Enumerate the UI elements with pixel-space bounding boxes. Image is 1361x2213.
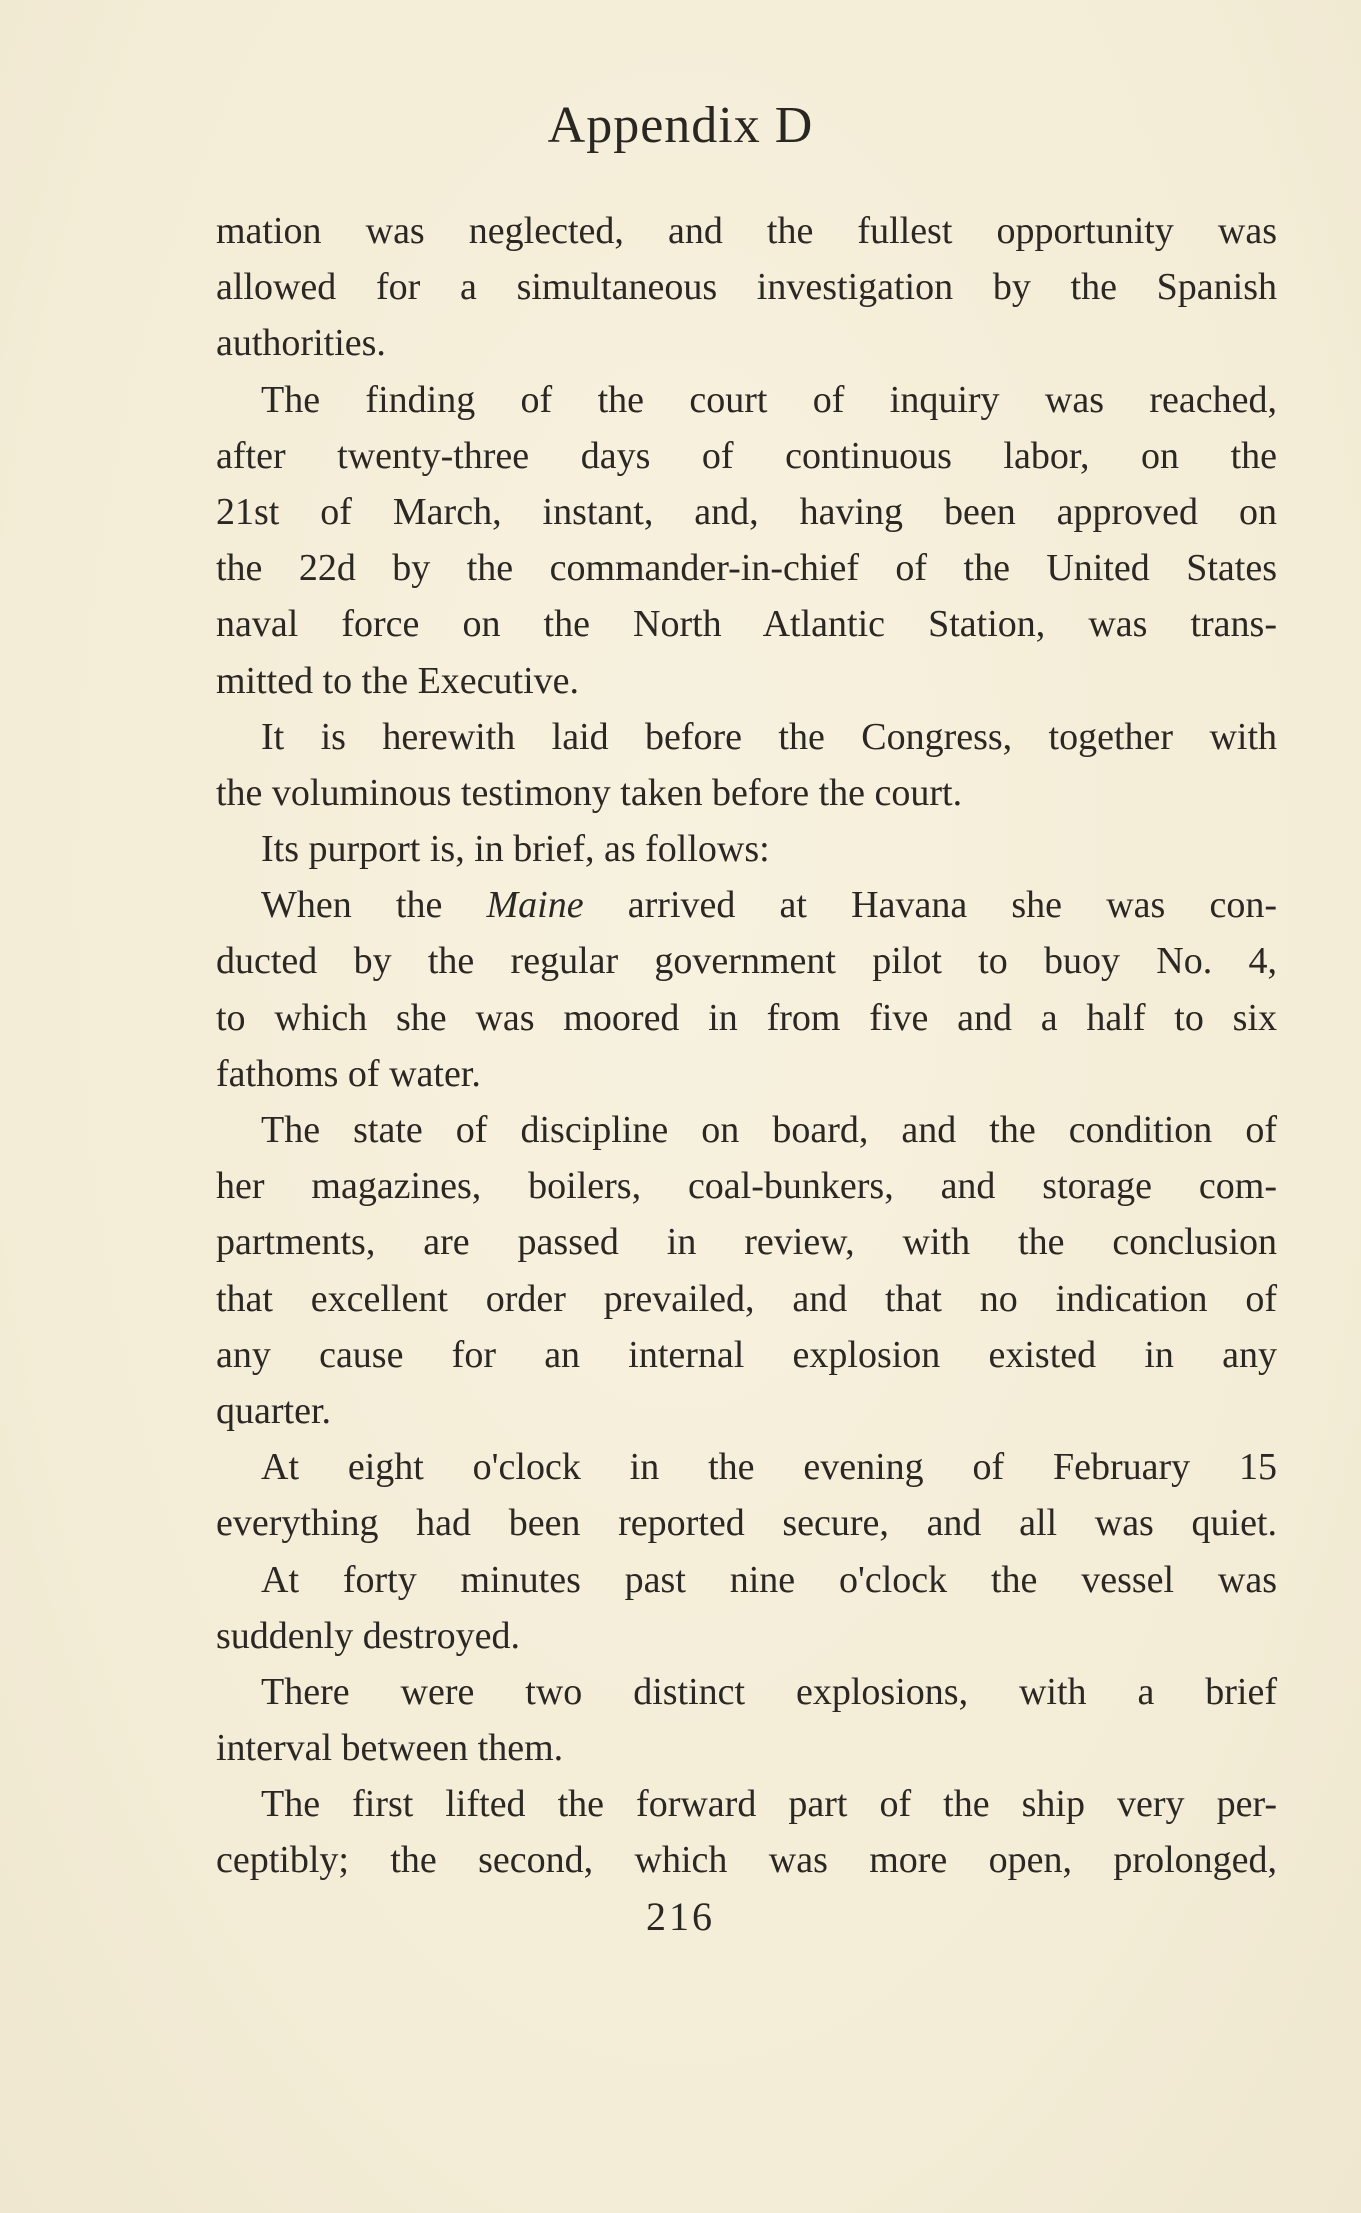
text-line: authorities. [216,322,386,365]
ship-name: Maine [486,884,584,927]
text-line: mation was neglected, and the fullest opportunity was [216,210,1277,252]
text-line: At eight o'clock in the evening of February 15 [261,1446,1277,1489]
text-line: her magazines, boilers, coal-bunkers, and storage com- [216,1165,1277,1208]
text-line: partments, are passed in review, with the conclusion [216,1221,1277,1264]
text-line: mitted to the Executive. [216,659,580,702]
text-line [216,877,1277,933]
text-line: allowed for a simultaneous investigation by the Spanish [216,266,1277,309]
text-line: that excellent order prevailed, and that no indication of [216,1277,1277,1320]
text-line: interval between them. [216,1727,564,1770]
page-number: 216 [646,1894,715,1939]
text-line: to which she was moored in from five and a half to six [216,996,1277,1039]
body-text [216,203,1277,1889]
text-line: any cause for an internal explosion existed in any [216,1333,1277,1376]
text-line: naval force on the North Atlantic Station, was trans- [216,603,1277,646]
text-line: everything had been reported secure, and all was quiet. [216,1502,1277,1545]
text-line: The state of discipline on board, and the condition of [261,1109,1277,1151]
text-line: It is herewith laid before the Congress, together with [261,715,1277,758]
running-head: Appendix D [547,97,814,154]
text-line: the 22d by the commander-in-chief of the United States [216,547,1277,590]
text-line: The first lifted the forward part of the ship very per- [261,1783,1277,1826]
text-line: ducted by the regular government pilot to buoy No. 4, [216,940,1277,983]
text-line: ceptibly; the second, which was more open, prolonged, [216,1839,1277,1882]
text-line: suddenly destroyed. [216,1614,520,1657]
text-segment: arrived at Havana she was con- [583,884,1277,927]
text-line: The finding of the court of inquiry was reached, [261,378,1277,421]
text-line: There were two distinct explosions, with a brief [261,1670,1277,1713]
text-line: fathoms of water. [216,1052,481,1095]
text-segment: When the [261,884,487,927]
text-line: quarter. [216,1389,332,1432]
text-line: after twenty-three days of continuous labor, on the [216,434,1277,477]
text-line: Its purport is, in brief, as follows: [261,828,770,871]
text-line: the voluminous testimony taken before the court. [216,771,963,814]
text-line: 21st of March, instant, and, having been approved on [216,490,1277,533]
text-line: At forty minutes past nine o'clock the vessel was [261,1558,1277,1601]
